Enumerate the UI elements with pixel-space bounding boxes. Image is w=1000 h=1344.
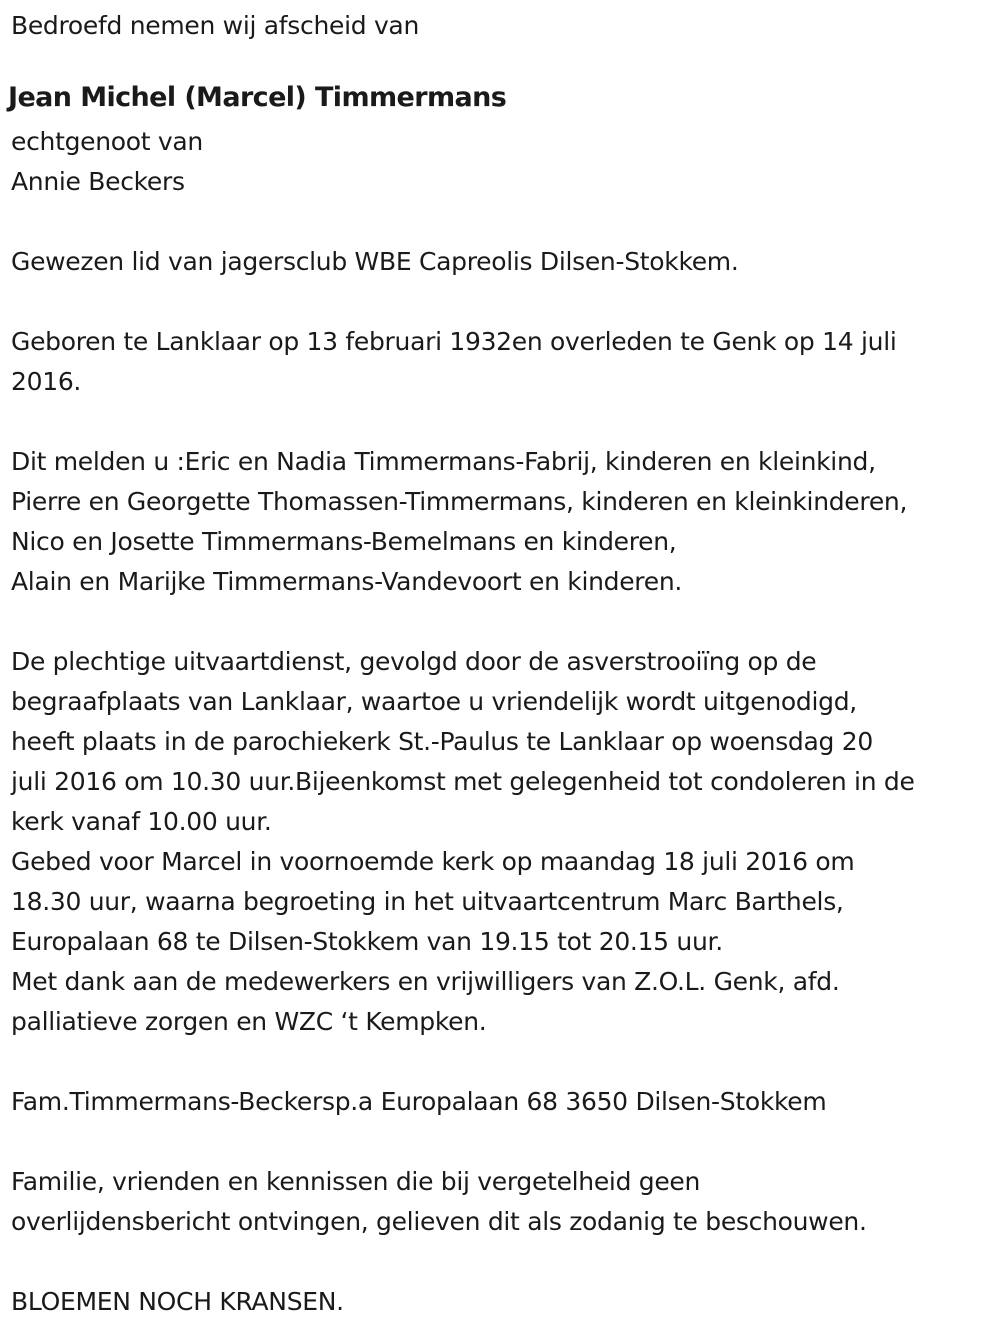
paragraph-line: begraafplaats van Lanklaar, waartoe u vriendelijk wordt uitgenodigd,: [11, 687, 857, 716]
family-address: Fam.Timmermans-Beckersp.a Europalaan 68 3650 Dilsen-Stokkem: [11, 1087, 827, 1116]
paragraph-line: Familie, vrienden en kennissen die bij vergetelheid geen: [11, 1167, 701, 1196]
paragraph-line: Geboren te Lanklaar op 13 februari 1932en overleden te Genk op 14 juli: [11, 327, 897, 356]
paragraph-line: Pierre en Georgette Thomassen-Timmermans, kinderen en kleinkinderen,: [11, 487, 908, 516]
spacer: [11, 282, 996, 322]
paragraph-line: 18.30 uur, waarna begroeting in het uitvaartcentrum Marc Barthels,: [11, 887, 844, 916]
spacer: [11, 402, 996, 442]
obituary-document: [8, 6, 996, 1322]
membership-text: Gewezen lid van jagersclub WBE Capreolis Dilsen-Stokkem.: [11, 247, 739, 276]
closing-text: BLOEMEN NOCH KRANSEN.: [11, 1287, 344, 1316]
deceased-name: Jean Michel (Marcel) Timmermans: [8, 82, 507, 113]
notice-paragraph: [11, 1162, 996, 1242]
paragraph-line: palliatieve zorgen en WZC ‘t Kempken.: [11, 1007, 487, 1036]
spacer: [11, 1042, 996, 1082]
spacer: [11, 1242, 996, 1282]
paragraph-line: Dit melden u :Eric en Nadia Timmermans-Fabrij, kinderen en kleinkind,: [11, 447, 876, 476]
paragraph-line: Europalaan 68 te Dilsen-Stokkem van 19.15 tot 20.15 uur.: [11, 927, 723, 956]
paragraph-line: Nico en Josette Timmermans-Bemelmans en kinderen,: [11, 527, 677, 556]
paragraph-line: overlijdensbericht ontvingen, gelieven dit als zodanig te beschouwen.: [11, 1207, 867, 1236]
intro-text: Bedroefd nemen wij afscheid van: [11, 11, 419, 40]
paragraph-line: juli 2016 om 10.30 uur.Bijeenkomst met gelegenheid tot condoleren in de: [11, 767, 915, 796]
spouse-label: echtgenoot van: [11, 127, 203, 156]
birth-death-paragraph: [11, 322, 996, 402]
spacer: [11, 1122, 996, 1162]
spacer: [11, 602, 996, 642]
spacer: [11, 202, 996, 242]
funeral-paragraph: [11, 642, 996, 1042]
spouse-name: Annie Beckers: [11, 167, 185, 196]
paragraph-line: 2016.: [11, 367, 82, 396]
paragraph-line: De plechtige uitvaartdienst, gevolgd door de asverstrooiïng op de: [11, 647, 817, 676]
paragraph-line: Alain en Marijke Timmermans-Vandevoort en kinderen.: [11, 567, 683, 596]
paragraph-line: Gebed voor Marcel in voornoemde kerk op maandag 18 juli 2016 om: [11, 847, 855, 876]
paragraph-line: Met dank aan de medewerkers en vrijwilligers van Z.O.L. Genk, afd.: [11, 967, 840, 996]
paragraph-line: kerk vanaf 10.00 uur.: [11, 807, 272, 836]
family-paragraph: [11, 442, 996, 602]
paragraph-line: heeft plaats in de parochiekerk St.-Paulus te Lanklaar op woensdag 20: [11, 727, 873, 756]
